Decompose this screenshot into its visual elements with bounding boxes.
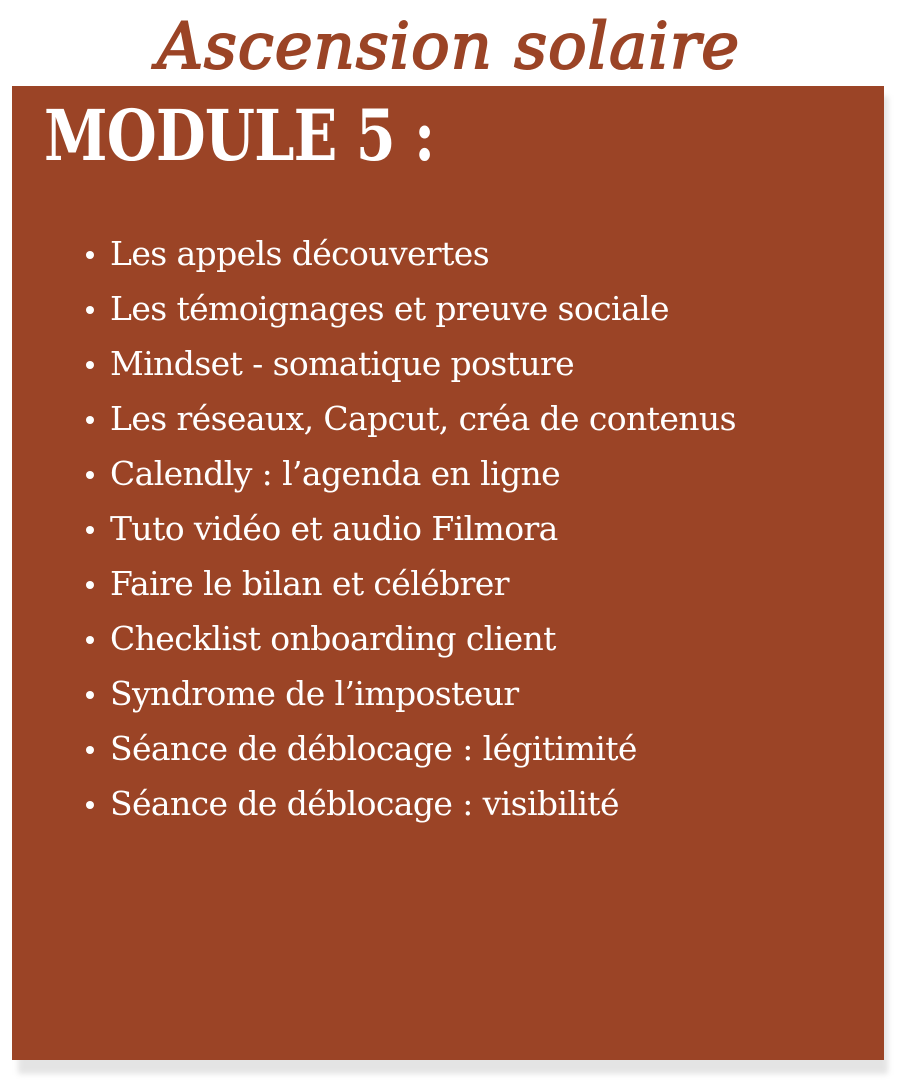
list-item [80,666,736,721]
list-item-label: Les réseaux, Capcut, créa de contenus [110,399,736,438]
list-item-label: Checklist onboarding client [110,619,556,658]
list-item-label: Faire le bilan et célébrer [110,564,509,603]
topic-list [80,226,736,831]
list-item-label: Séance de déblocage : légitimité [110,729,637,768]
list-item [80,391,736,446]
list-item-label: Les appels découvertes [110,234,490,273]
bullet-icon [86,306,94,314]
list-item [80,281,736,336]
bullet-icon [86,636,94,644]
module-heading: MODULE 5 : [44,94,435,177]
bullet-icon [86,746,94,754]
list-item-label: Séance de déblocage : visibilité [110,784,619,823]
bullet-icon [86,471,94,479]
list-item [80,226,736,281]
list-item [80,501,736,556]
list-item-label: Mindset - somatique posture [110,344,575,383]
bullet-icon [86,416,94,424]
list-item [80,721,736,776]
list-item [80,446,736,501]
bullet-icon [86,691,94,699]
list-item-label: Syndrome de l’imposteur [110,674,519,713]
bullet-icon [86,361,94,369]
bullet-icon [86,801,94,809]
list-item [80,611,736,666]
page-title: Ascension solaire [156,10,741,84]
list-item [80,776,736,831]
bullet-icon [86,581,94,589]
list-item-label: Calendly : l’agenda en ligne [110,454,561,493]
bullet-icon [86,251,94,259]
list-item-label: Les témoignages et preuve sociale [110,289,669,328]
bullet-icon [86,526,94,534]
list-item-label: Tuto vidéo et audio Filmora [110,509,558,548]
list-item [80,556,736,611]
list-item [80,336,736,391]
